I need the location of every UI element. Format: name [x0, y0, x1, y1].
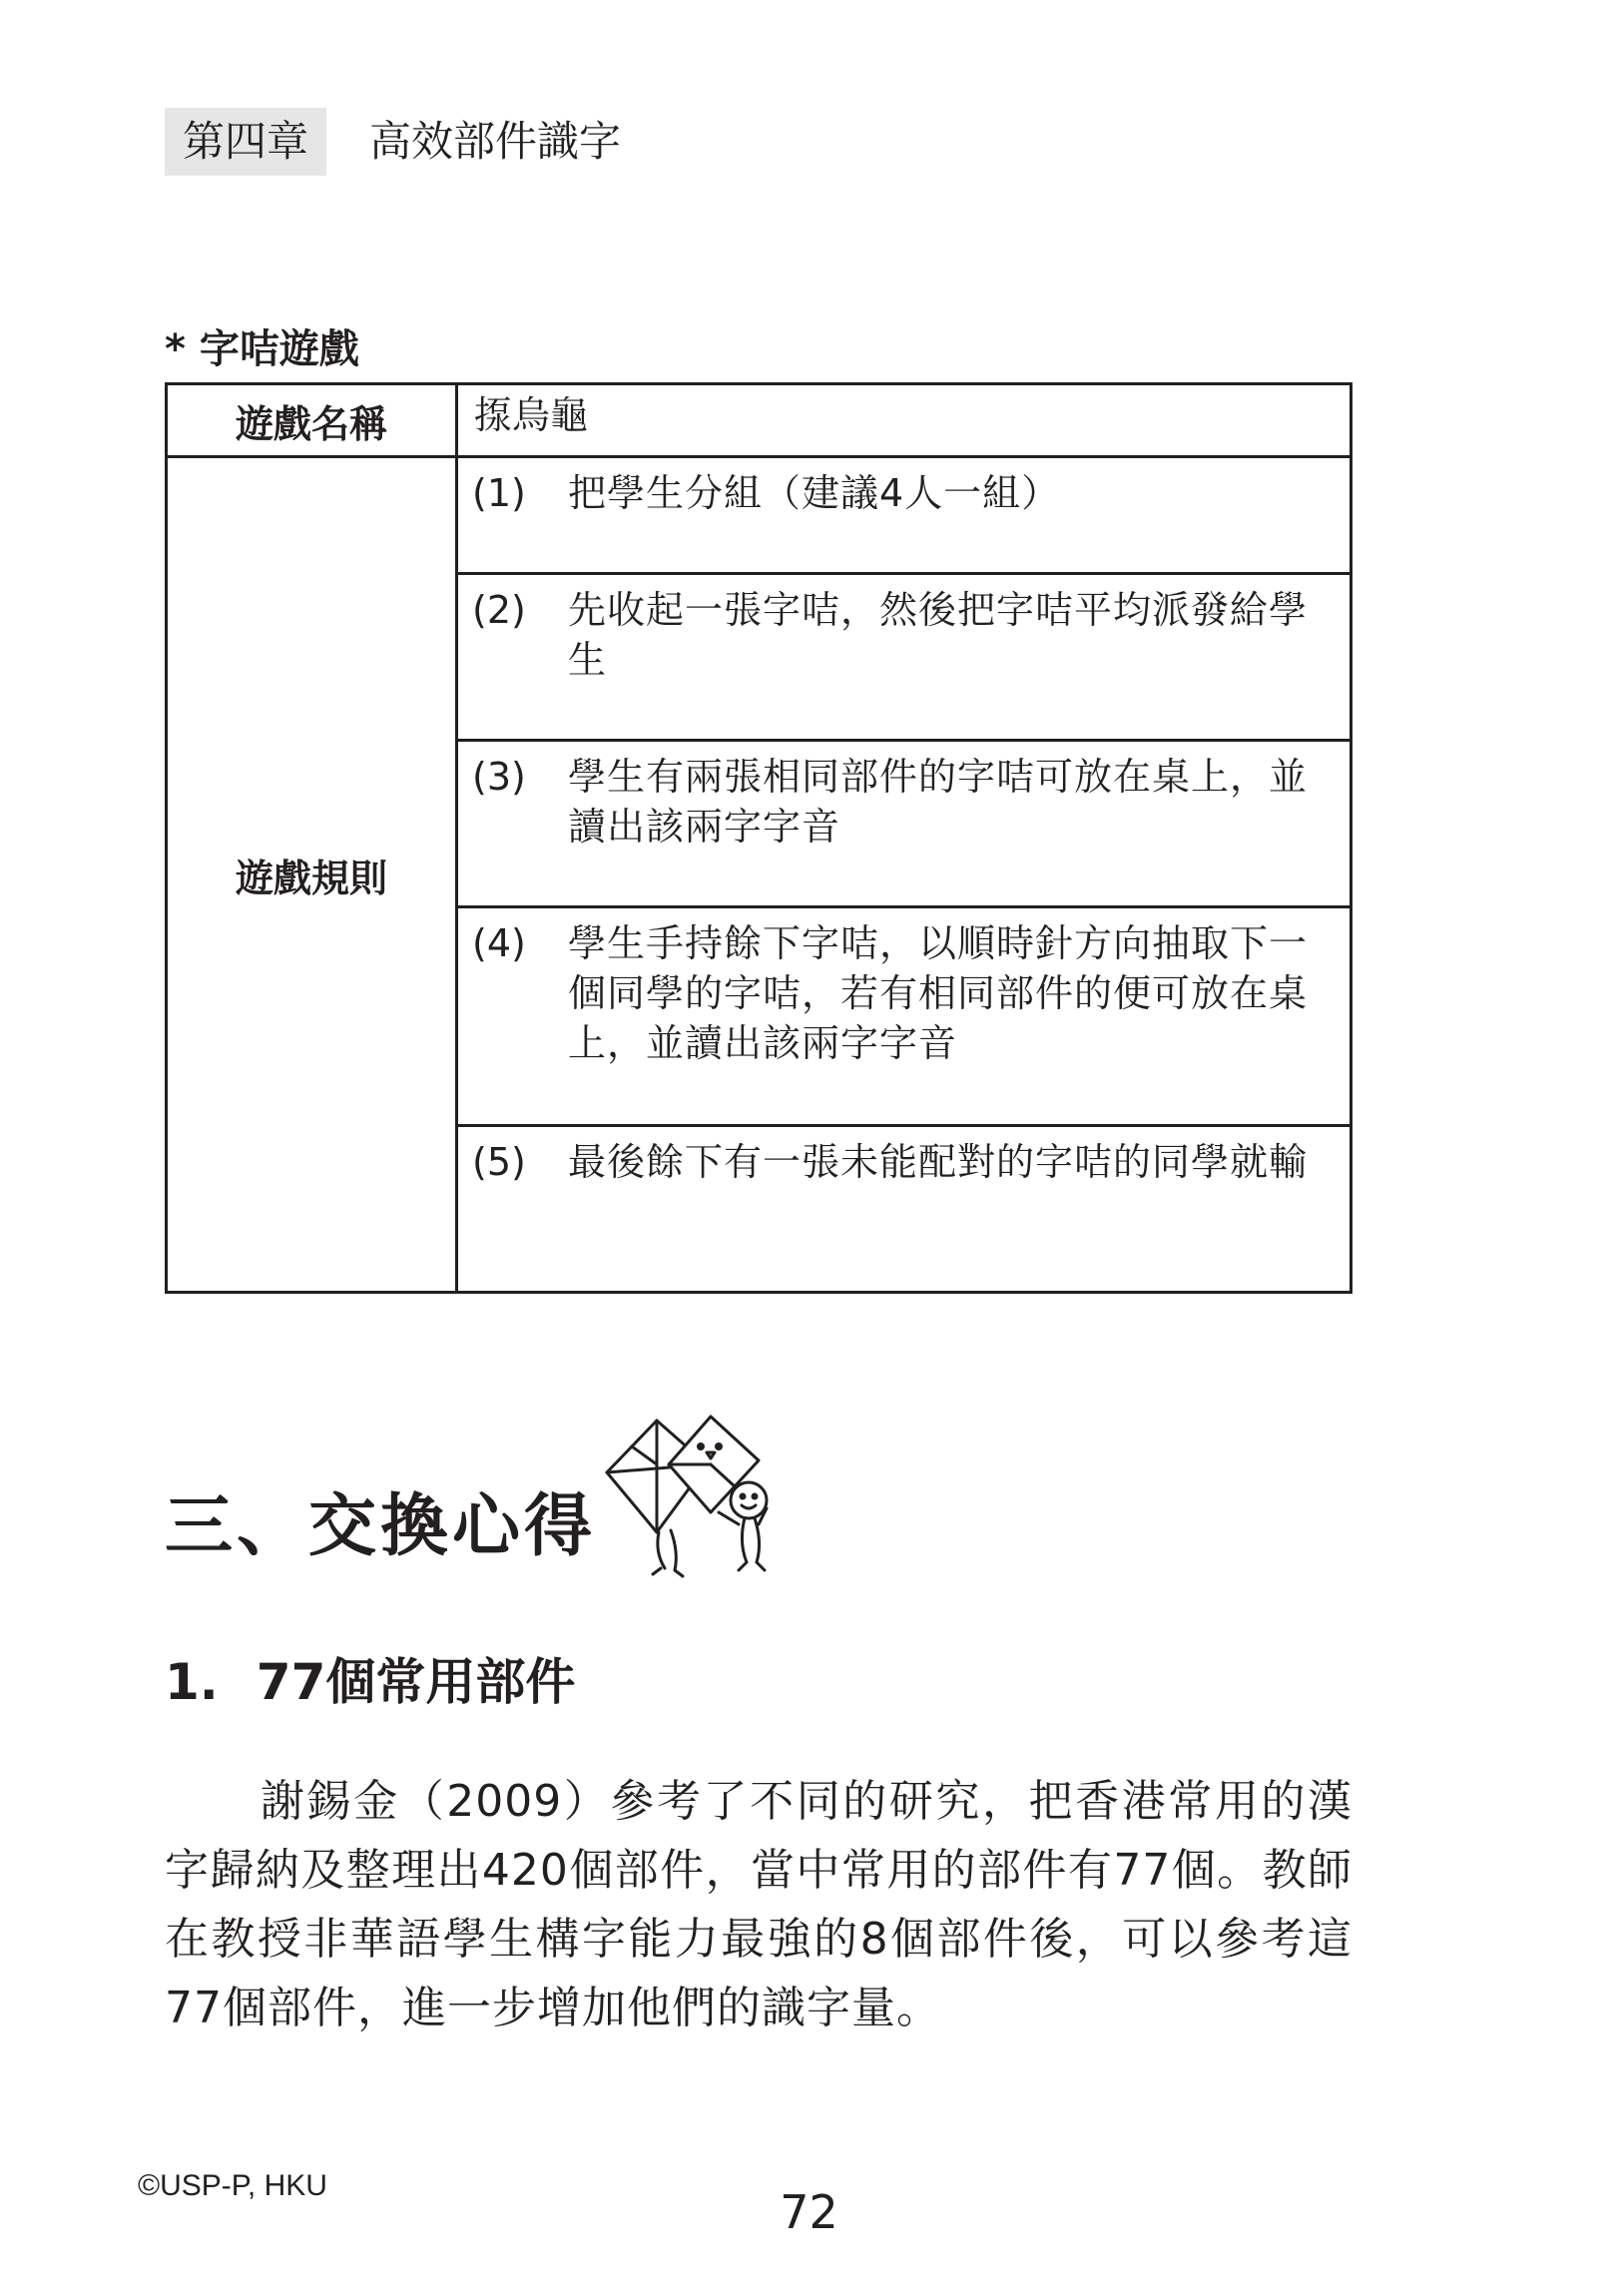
- rule-number: (3): [472, 755, 526, 799]
- rule-text: 先收起一張字咭，然後把字咭平均派發給學生: [568, 588, 1309, 682]
- body-text: [165, 1767, 1352, 2042]
- sub-heading-number: 1.: [165, 1653, 219, 1711]
- chapter-label: 第四章: [165, 108, 326, 176]
- rule-cell: [457, 741, 1351, 907]
- game-table: [165, 382, 1352, 1294]
- rule-row: [167, 457, 1351, 574]
- page-number: 72: [780, 2185, 838, 2239]
- footer-copyright: ©USP-P, HKU: [138, 2169, 327, 2202]
- rule-cell: [457, 457, 1351, 574]
- rule-number: (4): [472, 921, 526, 965]
- rule-text: 把學生分組（建議4人一組）: [568, 471, 1061, 515]
- rule-cell: [457, 1126, 1351, 1293]
- chapter-title: 高效部件識字: [369, 117, 622, 166]
- game-name-value: 揼烏龜: [457, 384, 1351, 457]
- rule-text: 學生有兩張相同部件的字咭可放在桌上，並讀出該兩字字音: [568, 755, 1309, 849]
- rule-cell: [457, 574, 1351, 741]
- body-paragraph: 謝錫金（2009）參考了不同的研究，把香港常用的漢字歸納及整理出420個部件，當中常用的部件有77個。教師在教授非華語學生構字能力最強的8個部件後，可以參考這77個部件，進一步增加他們的識字量。: [165, 1776, 1352, 2033]
- sub-heading-text: 77個常用部件: [256, 1653, 576, 1711]
- rule-number: (2): [472, 588, 526, 632]
- game-section-caption: * 字咭遊戲: [165, 326, 359, 372]
- game-rules-header: 遊戲規則: [167, 457, 457, 1293]
- rule-text: 學生手持餘下字咭，以順時針方向抽取下一個同學的字咭，若有相同部件的便可放在桌上，並讀出該兩字字音: [568, 921, 1309, 1065]
- exchange-heading: 三、交換心得: [165, 1487, 597, 1566]
- tangram-mascot-icon: [599, 1413, 789, 1582]
- rule-number: (1): [472, 471, 526, 515]
- sub-heading: [165, 1647, 575, 1717]
- rule-number: (5): [472, 1140, 526, 1184]
- game-name-header: 遊戲名稱: [167, 384, 457, 457]
- rule-text: 最後餘下有一張未能配對的字咭的同學就輸: [568, 1140, 1309, 1184]
- rule-cell: [457, 907, 1351, 1126]
- game-name-row: [167, 384, 1351, 457]
